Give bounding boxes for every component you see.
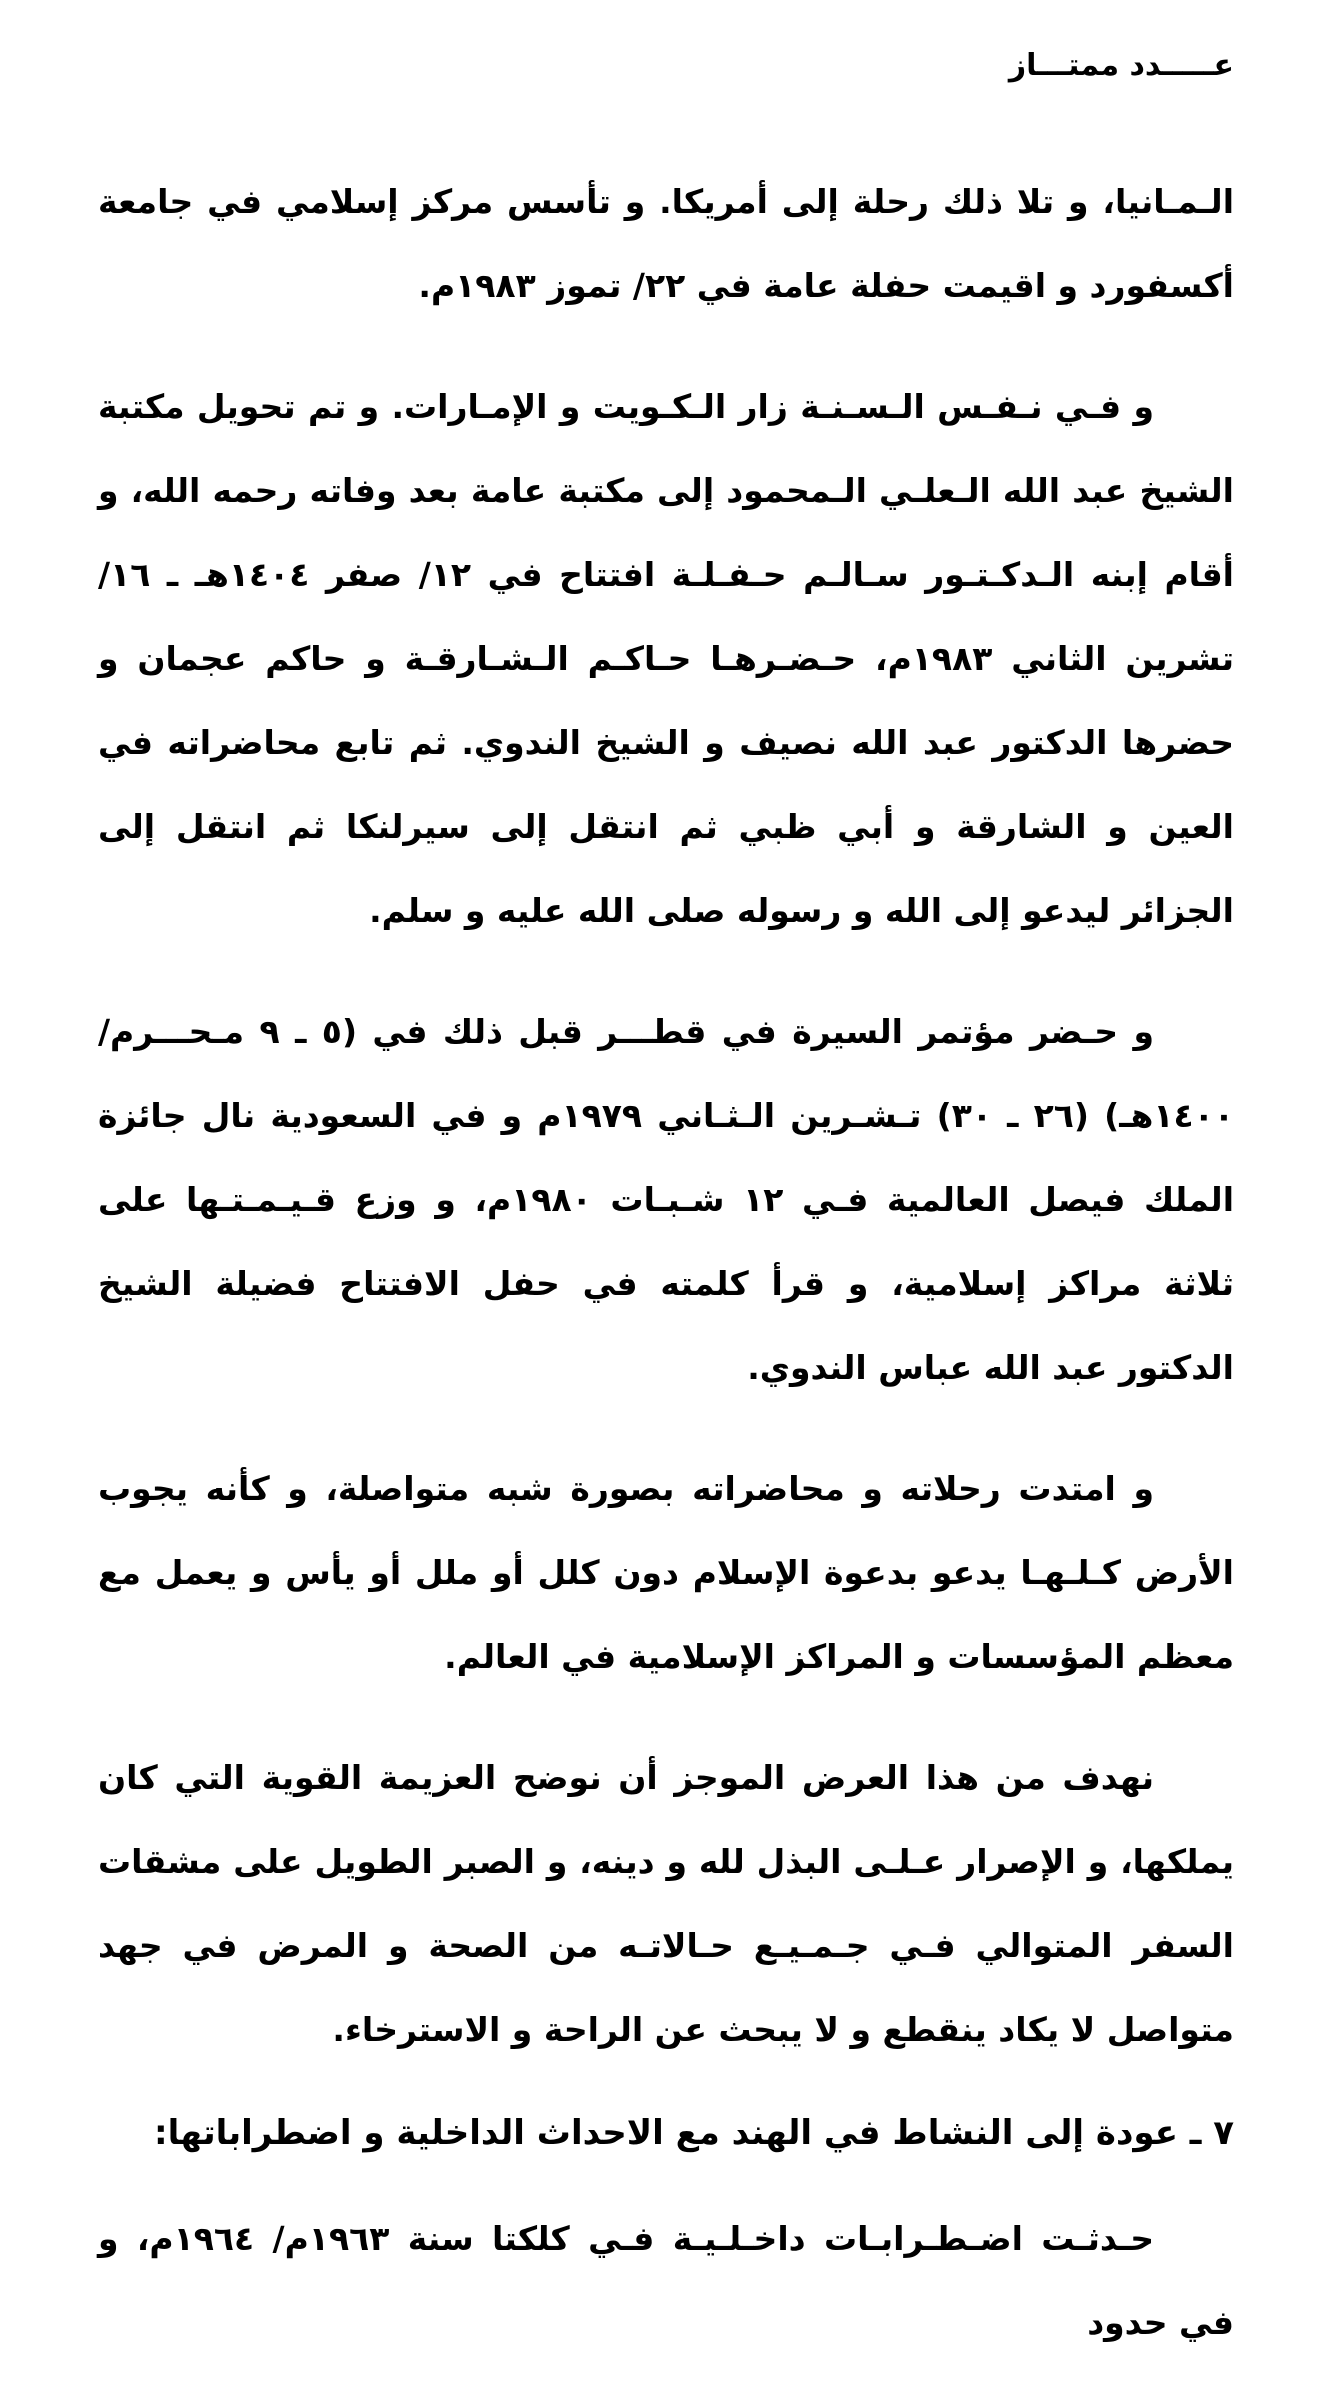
section-heading: ٧ ـ عودة إلى النشاط في الهند مع الاحداث الداخلية و اضطراباتها: (154, 2113, 1234, 2153)
paragraph-kuwait-emirates: و فـي نـفـس الـسـنـة زار الـكـويت و الإمـارات. و تم تحويل مكتبة الشيخ عبد الله الـعلـي الـمحمود إلى مكتبة عامة بعد وفاته رحمه الله، و أقام إبنه الـدكـتـور سـالـم حـفـلـة افتتاح في ١٢/ صفر ١٤٠٤هـ ـ ١٦/ تشرين الثاني ١٩٨٣م، حـضـرهـا حـاكـم الـشـارقـة و حاكم عجمان و حضرها الدكتور عبد الله نصيف و الشيخ الندوي. ثم تابع محاضراته في العين و الشارقة و أبي ظبي ثم انتقل إلى سيرلنكا ثم انتقل إلى الجزائر ليدعو إلى الله و رسوله صلى الله عليه و سلم. (98, 387, 1234, 930)
paragraph-sira-conference: و حـضر مؤتمر السيرة في قطـــر قبل ذلك في (٥ ـ ٩ مـحـــرم/ ١٤٠٠هـ) (٢٦ ـ ٣٠) تـشـرين الـثـاني ١٩٧٩م و في السعودية نال جائزة الملك فيصل العالمية فـي ١٢ شـبـات ١٩٨٠م، و وزع قـيـمـتـها على ثلاثة مراكز إسلامية، و قرأ كلمته في حفل الافتتاح فضيلة الشيخ الدكتور عبد الله عباس الندوي. (98, 1012, 1235, 1387)
paragraph-section-start: حـدثـت اضـطـرابـات داخـلـيـة فـي كلكتا سنة ١٩٦٣م/ ١٩٦٤م، و في حدود (98, 2219, 1234, 2342)
body-text (98, 160, 1234, 2402)
running-header: عـــــدد ممتـــاز (1008, 48, 1234, 83)
paragraph-continuation: الـمـانيا، و تلا ذلك رحلة إلى أمريكا. و تأسس مركز إسلامي في جامعة أكسفورد و اقيمت حفلة عامة في ٢٢/ تموز ١٩٨٣م. (98, 182, 1234, 305)
paragraph-summary: نهدف من هذا العرض الموجز أن نوضح العزيمة القوية التي كان يملكها، و الإصرار عـلـى البذل لله و دينه، و الصبر الطويل على مشقات السفر المتوالي فـي جـمـيـع حـالاتـه من الصحة و المرض في جهد متواصل لا يكاد ينقطع و لا يبحث عن الراحة و الاسترخاء. (98, 1758, 1234, 2049)
paragraph-travels: و امتدت رحلاته و محاضراته بصورة شبه متواصلة، و كأنه يجوب الأرض كـلـهـا يدعو بدعوة الإسلام دون كلل أو ملل أو يأس و يعمل مع معظم المؤسسات و المراكز الإسلامية في العالم. (98, 1469, 1234, 1676)
